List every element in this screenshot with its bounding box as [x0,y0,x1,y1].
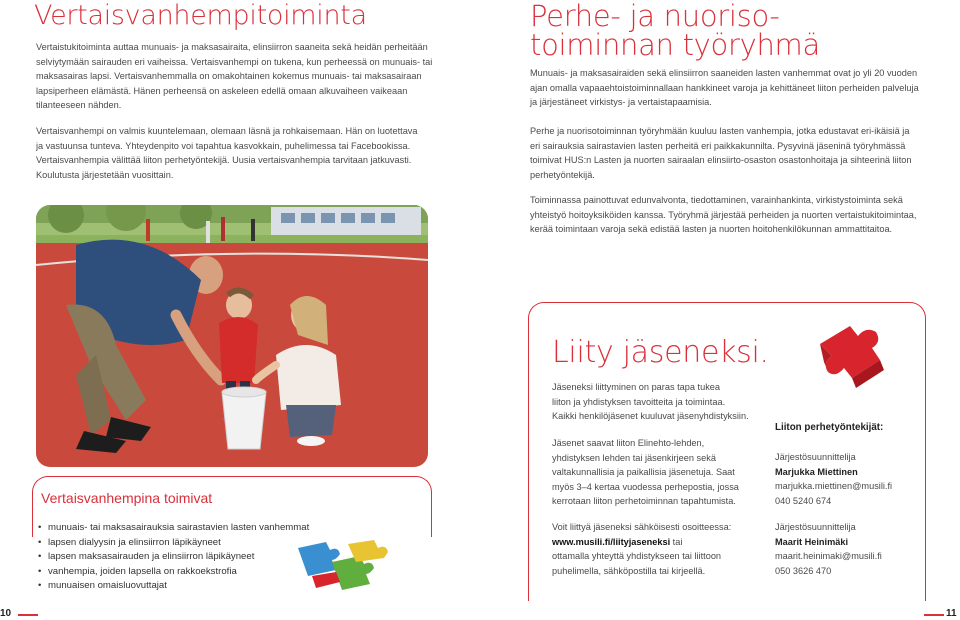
text-line: puhelimella, sähköpostilla tai kirjeellä. [552,565,706,576]
page-number-rule [924,614,944,616]
puzzle-pieces-illustration [286,536,406,598]
text-line: ajan omalla vapaaehtoistoiminnallaan hankkineet varoja ja kehittäneet liiton perheiden palveluja [530,82,919,93]
text-line: ja vastuunsa tunteva. Yhteydenpito voi tapahtua kasvokkain, puhelimessa tai Facebookissa. [36,140,411,151]
text-line: Perhe ja nuorisotoiminnan työryhmään kuuluu lasten vanhempia, jotka edustavat eri-ikäisiä ja [530,126,910,136]
text-line: myös 3–4 kertaa vuodessa perhepostia, jossa [552,481,739,492]
right-intro-paragraph [530,66,950,110]
join-title: Liity jäseneksi. [552,335,769,370]
list-item: • vanhempia, joiden lapsella on rakkoekstrofia [38,565,438,580]
text-line: kerrotaan liiton perhetoiminnan tapahtumista. [552,496,736,507]
join-paragraph-3 [552,520,782,578]
text-line: kerää toimintaan varoja sekä edistää lasten ja nuorten hoitohenkilökunnan ammattitaitoa. [530,224,893,235]
peer-parents-box-title: Vertaisvanhempina toimivat [41,490,213,506]
text-line: liiton ja yhdistyksen tavoitteita ja toimintaa. [552,396,726,407]
contact-name: Maarit Heinimäki [775,536,849,547]
text-line: selviytymään sairauden eri vaiheissa. Vertaisvanhempi on tukena, kun perheessä on munuais- tai [36,56,433,67]
text-line: eri sairauksia sairastavien lasten perheitä eri paikkakunnilta. Pysyvinä jäseninä työryhmässä [530,140,906,151]
text-line: Toiminnassa painottuvat edunvalvonta, tiedottaminen, varainhankinta, virkistystoiminta sekä [530,195,903,205]
list-item: • munuaisen omaisluovuttajat [38,579,438,594]
contact-card-1 [775,450,925,508]
page-number-rule [18,614,38,616]
text-line: Koulutusta järjestetään vuosittain. [36,169,174,180]
contact-role: Järjestösuunnittelija [775,522,856,532]
text-line: Jäsenet saavat liiton Elinehto-lehden, [552,438,705,448]
list-item: • lapsen dialyysin ja elinsiirron läpikäyneet [38,536,438,551]
contact-email[interactable]: maarit.heinimaki@musili.fi [775,551,882,562]
join-link[interactable]: www.musili.fi/liityjaseneksi [552,536,671,547]
text-line: Kaikki henkilöjäsenet kuuluvat jäsenyhdistyksiin. [552,411,749,422]
text-line: maksasairas lapsi. Vertaisvanhemmalla on omakohtainen kokemus munuais- tai maksasairaan [36,71,422,82]
title-line: Perhe- ja nuoriso- [530,0,780,33]
text-line: Vertaisvanhempi on valmis kuuntelemaan, olemaan läsnä ja rohkaisemaan. Hän on luotettava [36,126,418,136]
title-line: toiminnan työryhmä [530,28,820,62]
list-item: • lapsen maksasairauden ja elinsiirron läpikäyneet [38,550,438,565]
text-line: ottamalla yhteyttä yhdistykseen tai liittoon [552,551,722,562]
contacts-heading: Liiton perhetyöntekijät: [775,422,884,433]
left-page-title: Vertaisvanhempitoiminta [34,0,367,31]
contact-phone: 050 3626 470 [775,565,832,576]
right-page-number: 11 [946,608,957,619]
text-line: Jäseneksi liittyminen on paras tapa tukea [552,382,721,392]
contact-card-2 [775,520,925,578]
contact-email[interactable]: marjukka.miettinen@musili.fi [775,481,893,492]
list-item: • munuais- tai maksasairauksia sairastavien lasten vanhemmat [38,521,438,536]
text-line: Voit liittyä jäseneksi sähköisesti osoitteessa: [552,522,732,532]
text-line: toimivat HUS:n Lasten ja nuorten sairaalan elinsiirto-osaston osastonhoitaja ja sihteerinä liiton [530,155,912,166]
text-line: tilanteeseen nähden. [36,100,122,111]
text-line: Vertaistukitoiminta auttaa munuais- ja maksasairaita, elinsiirron saaneita sekä heidän perheitään [36,42,428,52]
link-suffix: tai [670,536,683,547]
contact-role: Järjestösuunnittelija [775,452,856,462]
left-second-paragraph [36,124,436,182]
text-line: yhdistyksen lehden tai jäsenkirjeen sekä [552,452,716,463]
right-page-title [530,2,820,60]
right-second-paragraph [530,124,950,182]
contact-name: Marjukka Miettinen [775,466,858,477]
contact-phone: 040 5240 674 [775,495,832,506]
family-photo [36,205,428,467]
left-intro-paragraph [36,40,436,113]
photo-illustration [36,205,428,467]
text-line [552,535,782,550]
right-third-paragraph [530,193,950,237]
text-line: valtakunnallisia ja paikallisia jäsenetuja. Saat [552,467,735,478]
text-line: lapsiperheen elämästä. Hänen perheensä on askeleen edellä omaan alkuvaiheen vaikeaan [36,85,408,96]
text-line: perhetyöntekijä. [530,169,595,180]
text-line: Vertaisvanhempia välittää liiton perhetyöntekijä. Uusia vertaisvanhempia tarvitaan jatkuvasti. [36,155,412,166]
text-line: Munuais- ja maksasairaiden sekä elinsiirron saaneiden lasten vanhemmat ovat jo yli 20 vuoden [530,68,918,78]
join-paragraph-1 [552,380,782,424]
left-page-number: 10 [0,608,12,619]
text-line: yhteistyö hoitoyksiköiden kanssa. Työryhmä järjestää perheiden ja nuorten vertaistukitoimintaa, [530,209,917,220]
join-paragraph-2 [552,436,782,509]
text-line: ja järjestäneet virkistys- ja vertaistapaamisia. [530,97,712,108]
red-puzzle-piece-illustration [806,316,906,400]
